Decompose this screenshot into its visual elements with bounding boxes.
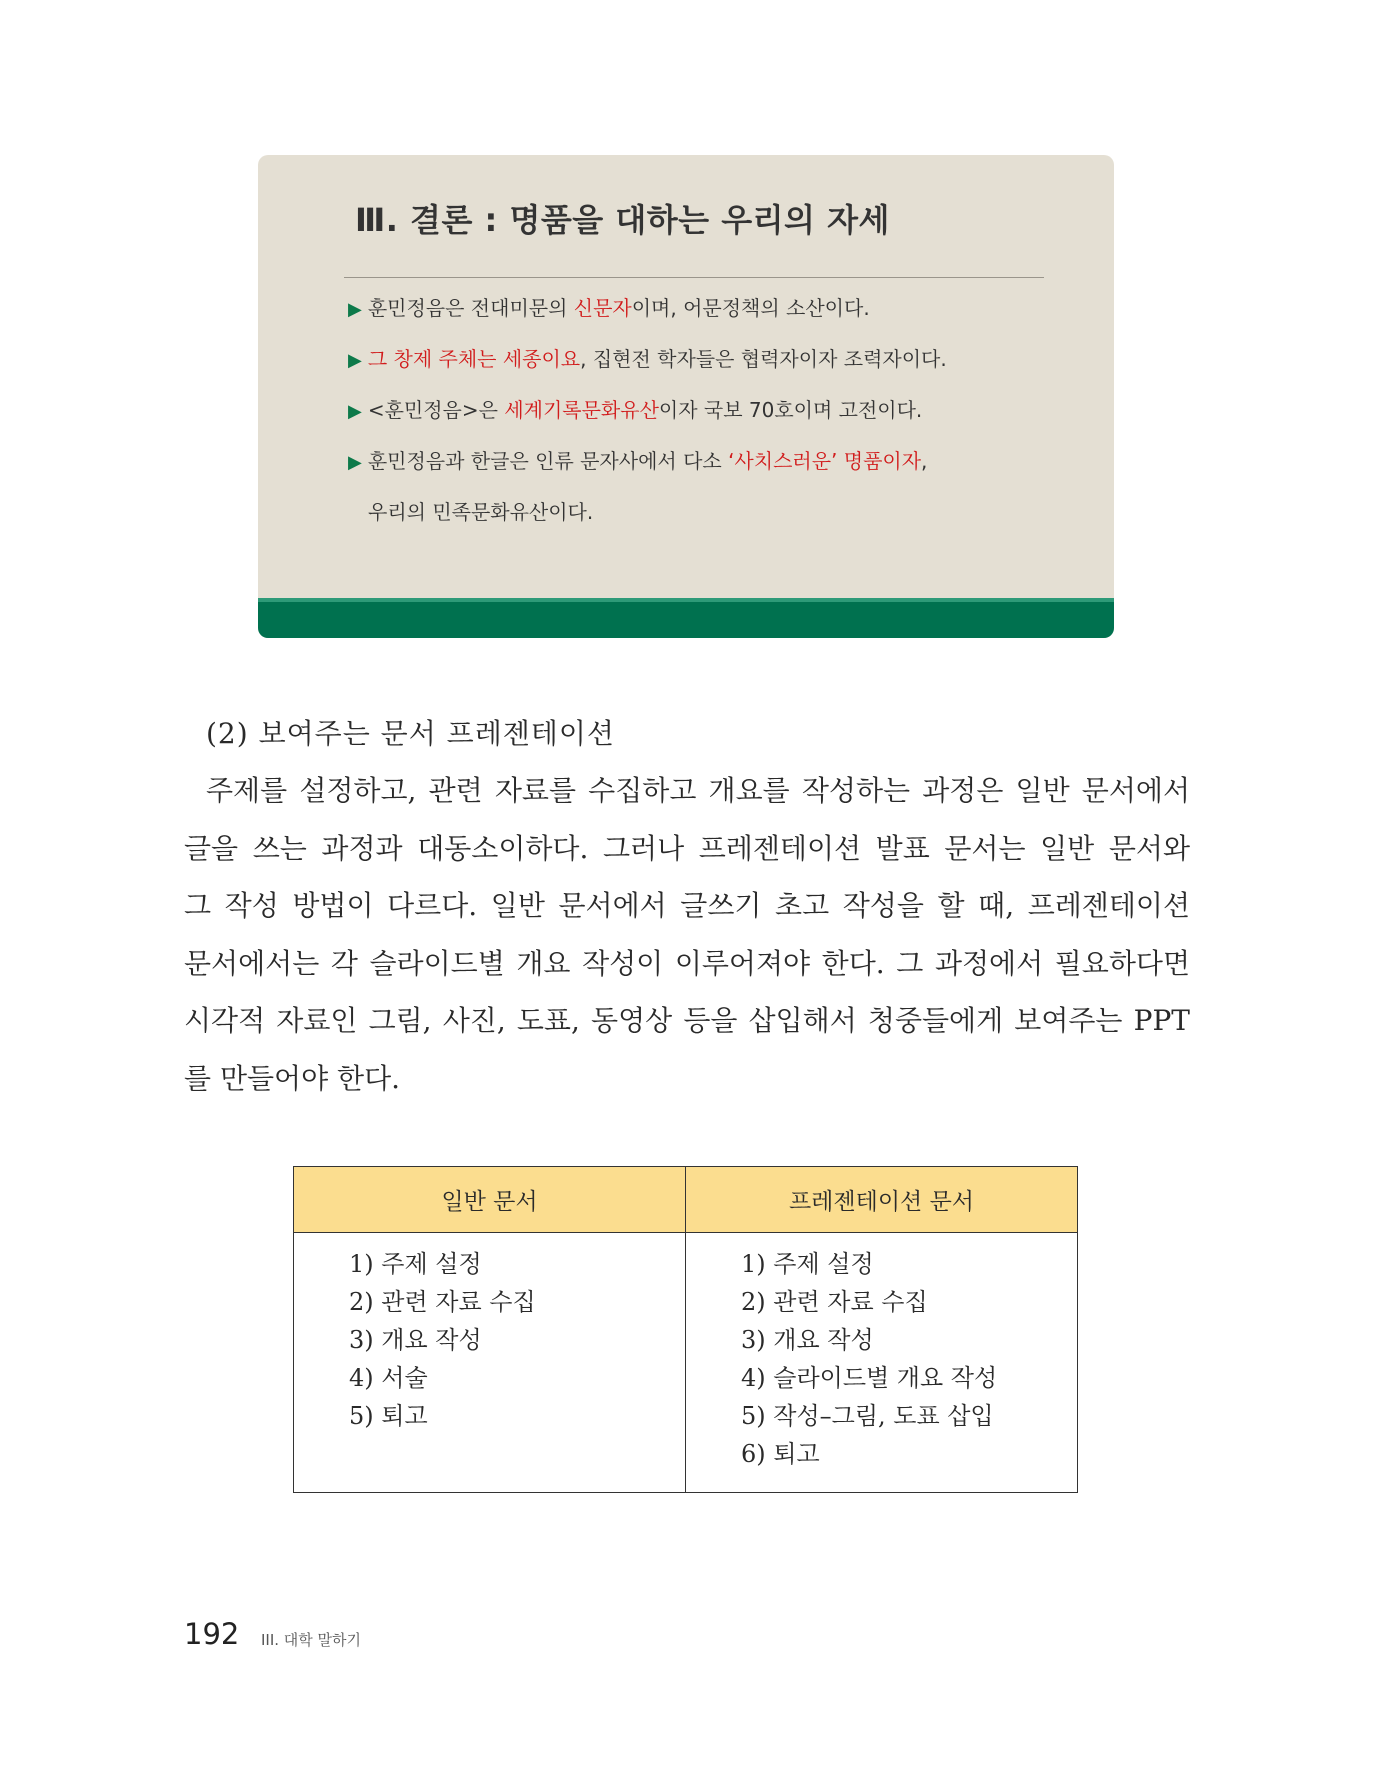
step-item: 5) 퇴고 xyxy=(349,1402,428,1430)
paragraph-line: 를 만들어야 한다. xyxy=(184,1061,401,1095)
triangle-bullet-icon: ▶ xyxy=(348,350,362,371)
slide-title: Ⅲ. 결론 : 명품을 대하는 우리의 자세 xyxy=(355,201,890,239)
paragraph-line: 그 작성 방법이 다르다. 일반 문서에서 글쓰기 초고 작성을 할 때, 프레젠테이션 xyxy=(184,889,1190,922)
slide-bullet xyxy=(348,283,947,334)
bullet-text: 훈민정음과 한글은 인류 문자사에서 다소 xyxy=(367,449,729,473)
step-item: 3) 개요 작성 xyxy=(349,1326,482,1354)
step-item: 5) 작성–그림, 도표 삽입 xyxy=(741,1402,994,1430)
general-steps-list xyxy=(294,1245,685,1435)
step-item: 1) 주제 설정 xyxy=(741,1250,874,1278)
triangle-bullet-icon: ▶ xyxy=(348,299,362,320)
comparison-table xyxy=(293,1166,1078,1493)
highlighted-text: 그 창제 주체는 세종이요 xyxy=(367,347,581,371)
table-cell-general xyxy=(294,1233,686,1493)
bullet-text: 훈민정음은 전대미문의 xyxy=(367,296,574,320)
slide-bullet xyxy=(348,436,947,487)
presentation-steps-list xyxy=(686,1245,1077,1473)
table-cell-presentation xyxy=(686,1233,1078,1493)
triangle-bullet-icon: ▶ xyxy=(348,401,362,422)
paragraph-line: 글을 쓰는 과정과 대동소이하다. 그러나 프레젠테이션 발표 문서는 일반 문서와 xyxy=(184,831,1190,865)
step-item: 3) 개요 작성 xyxy=(741,1326,874,1354)
bullet-text: , xyxy=(921,449,928,473)
triangle-bullet-icon: ▶ xyxy=(348,452,362,473)
slide-footer-band xyxy=(258,598,1114,638)
slide-bullet xyxy=(348,385,947,436)
paragraph-line: 시각적 자료인 그림, 사진, 도표, 동영상 등을 삽입해서 청중들에게 보여주는 PPT xyxy=(184,1004,1190,1037)
slide-bullet-continuation: 우리의 민족문화유산이다. xyxy=(368,500,594,524)
slide-image xyxy=(258,155,1114,638)
step-item: 2) 관련 자료 수집 xyxy=(349,1288,536,1316)
highlighted-text: 세계기록문화유산 xyxy=(504,398,659,422)
running-head: III. 대학 말하기 xyxy=(261,1631,362,1649)
table-header-presentation: 프레젠테이션 문서 xyxy=(686,1167,1078,1233)
table-header-general: 일반 문서 xyxy=(294,1167,686,1233)
paragraph-line: 주제를 설정하고, 관련 자료를 수집하고 개요를 작성하는 과정은 일반 문서에서 xyxy=(206,774,1190,807)
slide-bullet-list xyxy=(348,283,947,538)
step-item: 4) 슬라이드별 개요 작성 xyxy=(741,1364,998,1392)
bullet-text: <훈민정음>은 xyxy=(367,398,505,422)
step-item: 4) 서술 xyxy=(349,1364,428,1392)
bullet-text: , 집현전 학자들은 협력자이자 조력자이다. xyxy=(580,347,947,371)
section-heading: (2) 보여주는 문서 프레젠테이션 xyxy=(206,717,615,750)
highlighted-text: ‘사치스러운’ 명품이자 xyxy=(728,449,922,473)
step-item: 6) 퇴고 xyxy=(741,1440,820,1468)
paragraph-line: 문서에서는 각 슬라이드별 개요 작성이 이루어져야 한다. 그 과정에서 필요하다면 xyxy=(184,946,1190,980)
slide-divider xyxy=(344,277,1044,278)
step-item: 1) 주제 설정 xyxy=(349,1250,482,1278)
page-number: 192 xyxy=(184,1617,240,1651)
highlighted-text: 신문자 xyxy=(573,296,632,320)
step-item: 2) 관련 자료 수집 xyxy=(741,1288,928,1316)
bullet-text: 이자 국보 70호이며 고전이다. xyxy=(658,398,923,422)
bullet-text: 이며, 어문정책의 소산이다. xyxy=(631,296,870,320)
body-paragraph xyxy=(184,762,1190,1107)
slide-bullet xyxy=(348,334,947,385)
